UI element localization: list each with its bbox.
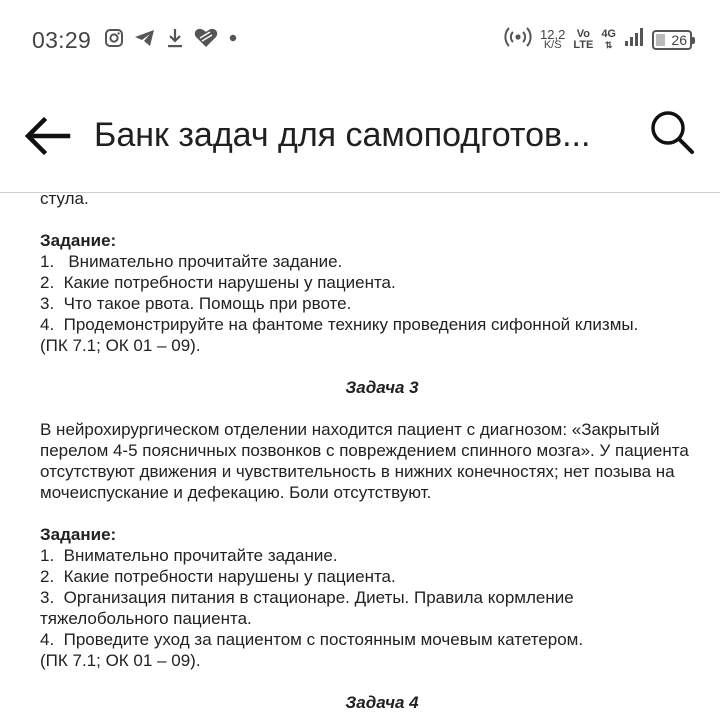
arrow-left-icon [22,114,72,158]
volte-indicator [573,29,593,51]
net-speed-value: 12,2 [540,26,566,42]
document-content [40,188,720,713]
volte-top: Vo [576,27,590,40]
assignment-item: 2. Какие потребности нарушены у пациента. [40,273,396,292]
assignment-item: 4. Проведите уход за пациентом с постоянным мочевым катетером. [40,630,584,649]
assignment-item: тяжелобольного пациента. [40,609,252,628]
text-fragment: стула. [40,189,89,208]
system-icons [504,26,692,53]
volte-bottom: LTE [573,38,594,51]
network-type [601,29,616,51]
battery-fill [656,34,665,46]
assignment-heading: Задание: [40,231,117,250]
page-title: Банк задач для самоподготов... [94,116,591,154]
search-icon [648,108,698,158]
task-description-line: мочеиспускание и дефекацию. Боли отсутствуют. [40,483,432,502]
heart-app-icon [194,28,218,53]
hotspot-icon [504,26,532,53]
signal-icon [624,27,644,52]
status-time: 03:29 [32,27,92,53]
app-bar [0,80,720,193]
assignment-item: 3. Организация питания в стационаре. Диеты. Правила кормление [40,588,574,607]
back-button[interactable] [22,114,72,158]
assignment-heading: Задание: [40,525,117,544]
net-speed [540,26,566,51]
battery-level: 26 [671,31,687,48]
assignment-item: 4. Продемонстрируйте на фантоме технику проведения сифонной клизмы. [40,315,639,334]
telegram-icon [134,28,156,53]
next-task-title: Задача 4 [345,693,419,712]
competencies: (ПК 7.1; ОК 01 – 09). [40,336,201,355]
task-description-line: перелом 4-5 поясничных позвонков с повреждением спинного мозга». У пациента [40,441,689,460]
search-button[interactable] [648,108,698,158]
network-label: 4G [601,27,616,40]
assignment-item: 1. Внимательно прочитайте задание. [40,252,343,271]
instagram-icon [104,28,124,53]
net-speed-unit: K/S [543,38,562,51]
status-bar [0,0,720,80]
competencies: (ПК 7.1; ОК 01 – 09). [40,651,201,670]
data-arrows-icon: ⇅ [604,39,613,50]
assignment-item: 1. Внимательно прочитайте задание. [40,546,338,565]
task-description-line: отсутствуют движения и чувствительность в нижних конечностях; нет позыва на [40,462,675,481]
assignment-item: 3. Что такое рвота. Помощь при рвоте. [40,294,352,313]
notification-icons [104,28,238,53]
battery-icon [652,30,692,50]
download-icon [166,28,184,53]
task-title: Задача 3 [345,378,419,397]
assignment-item: 2. Какие потребности нарушены у пациента. [40,567,396,586]
dot-icon [228,28,238,53]
task-description-line: В нейрохирургическом отделении находится пациент с диагнозом: «Закрытый [40,420,660,439]
